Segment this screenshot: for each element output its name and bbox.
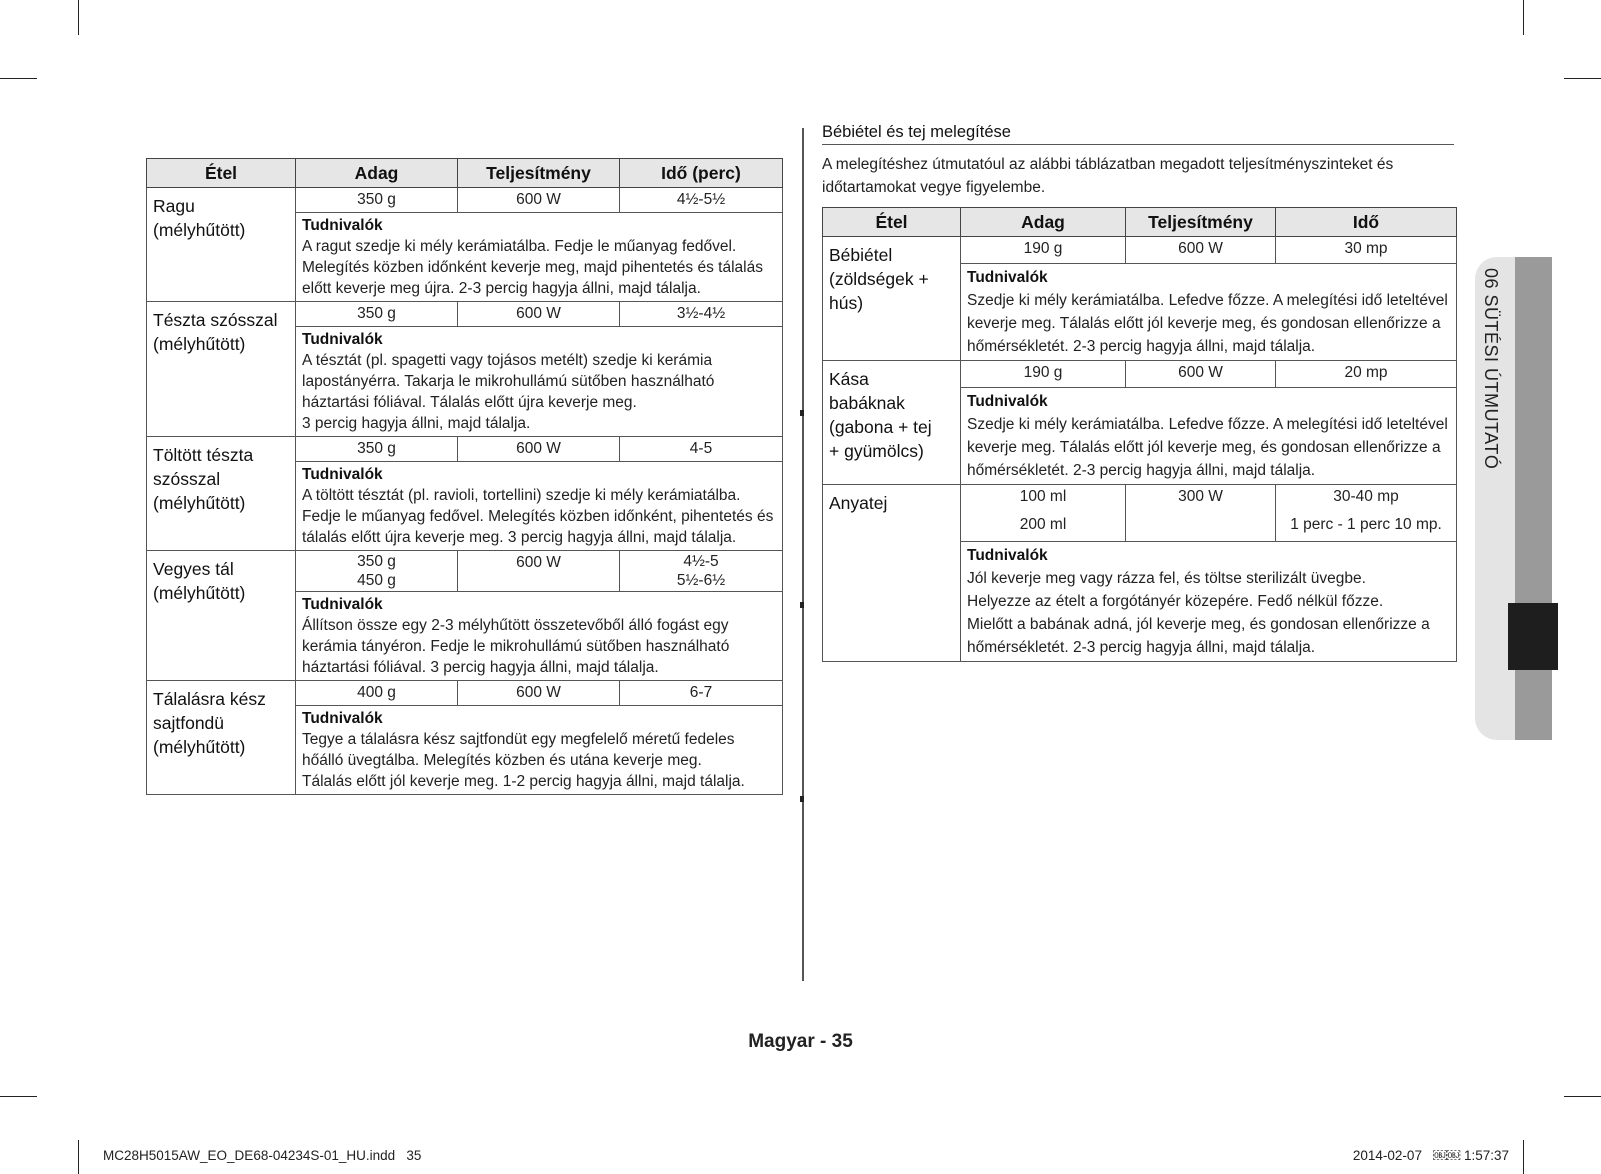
table-row xyxy=(147,188,783,213)
notes-text: Állítson össze egy 2-3 mélyhűtött összetevőből álló fogást egy kerámia tányéron. Fedje le mikrohullámú sütőben használható háztartási fóliával. 3 percig hagyja állni, majd tálalja. xyxy=(302,617,730,676)
header-time: Idő xyxy=(1276,208,1457,237)
table-row xyxy=(823,237,1457,264)
food-name: Anyatej xyxy=(823,485,961,662)
power-cell: 600 W xyxy=(458,681,620,706)
notes-text: A töltött tésztát (pl. ravioli, tortellini) szedje ki mély kerámiatálba. Fedje le műanyag fedővel. Melegítés közben időnként, pihentetés és tálalás előtt újra keverje meg. 3 percig hagyja állni, majd tálalja. xyxy=(302,487,774,546)
notes-cell xyxy=(296,592,783,681)
portion-cell: 350 g 450 g xyxy=(296,551,458,592)
section-intro: A melegítéshez útmutatóul az alábbi táblázatban megadott teljesítményszinteket és időtartamokat vegye figyelembe. xyxy=(822,156,1394,196)
portion-cell: 200 ml xyxy=(961,513,1126,542)
portion-cell: 100 ml xyxy=(961,485,1126,514)
crop-mark xyxy=(0,1096,37,1097)
crop-mark xyxy=(78,0,79,35)
portion-cell: 190 g xyxy=(961,361,1126,388)
divider-tick xyxy=(800,410,804,416)
header-food: Étel xyxy=(823,208,961,237)
header-power: Teljesítmény xyxy=(458,159,620,188)
crop-mark xyxy=(1523,1140,1524,1174)
time-cell: 4-5 xyxy=(620,437,783,462)
portion-cell: 400 g xyxy=(296,681,458,706)
header-power: Teljesítmény xyxy=(1126,208,1276,237)
crop-mark xyxy=(1523,0,1524,35)
crop-mark xyxy=(1564,78,1601,79)
time-cell: 3½-4½ xyxy=(620,302,783,327)
notes-text: A tésztát (pl. spagetti vagy tojásos metélt) szedje ki kerámia lapostányérra. Takarja le mikrohullámú sütőben használható háztartási fóliával. Tálalás előtt újra keverje meg. 3 percig hagyja állni, majd tálalja. xyxy=(302,352,715,432)
food-name: Ragu (mélyhűtött) xyxy=(147,188,296,302)
notes-title: Tudnivalók xyxy=(967,547,1048,564)
notes-cell xyxy=(961,542,1457,662)
crop-mark xyxy=(78,1140,79,1174)
time-cell: 30 mp xyxy=(1276,237,1457,264)
notes-cell xyxy=(296,462,783,551)
time-cell: 1 perc - 1 perc 10 mp. xyxy=(1276,513,1457,542)
divider-tick xyxy=(800,602,804,608)
notes-text: Tegye a tálalásra kész sajtfondüt egy megfelelő méretű fedeles hőálló üvegtálba. Melegítés közben és utána keverje meg. Tálalás előtt jól keverje meg. 1-2 percig hagyja állni, majd tálalja. xyxy=(302,731,745,790)
portion-cell: 350 g xyxy=(296,188,458,213)
notes-title: Tudnivalók xyxy=(302,596,383,613)
food-name: Kása babáknak (gabona + tej + gyümölcs) xyxy=(823,361,961,485)
notes-title: Tudnivalók xyxy=(302,710,383,727)
power-cell: 600 W xyxy=(1126,361,1276,388)
notes-cell xyxy=(961,388,1457,485)
notes-cell xyxy=(296,706,783,795)
notes-cell xyxy=(296,213,783,302)
food-name: Bébiétel (zöldségek + hús) xyxy=(823,237,961,361)
notes-cell xyxy=(961,264,1457,361)
portion-cell: 350 g xyxy=(296,302,458,327)
notes-text: Szedje ki mély kerámiatálba. Lefedve főzze. A melegítési idő leteltével keverje meg. Tálalás előtt jól keverje meg, és gondosan ellenőrizze a hőmérsékletét. 2-3 percig hagyja állni, majd tálalja. xyxy=(967,416,1448,479)
left-reheat-table xyxy=(146,158,783,795)
table-row xyxy=(147,551,783,592)
food-name: Tálalásra kész sajtfondü (mélyhűtött) xyxy=(147,681,296,795)
crop-mark xyxy=(1564,1096,1601,1097)
notes-text: A ragut szedje ki mély kerámiatálba. Fedje le műanyag fedővel. Melegítés közben időnként keverje meg, majd pihentetés és tálalás előtt keverje meg újra. 2-3 percig hagyja állni, majd tálalja. xyxy=(302,238,763,297)
crop-mark xyxy=(0,78,37,79)
table-header-row xyxy=(147,159,783,188)
table-header-row xyxy=(823,208,1457,237)
notes-title: Tudnivalók xyxy=(302,331,383,348)
chapter-tab-marker xyxy=(1508,603,1558,670)
notes-title: Tudnivalók xyxy=(302,466,383,483)
table-row xyxy=(823,361,1457,388)
baby-food-table xyxy=(822,207,1457,662)
portion-cell: 350 g xyxy=(296,437,458,462)
time-cell: 6-7 xyxy=(620,681,783,706)
column-divider xyxy=(802,128,804,981)
table-row xyxy=(147,681,783,706)
time-cell: 4½-5½ xyxy=(620,188,783,213)
header-portion: Adag xyxy=(961,208,1126,237)
header-portion: Adag xyxy=(296,159,458,188)
divider-tick xyxy=(800,796,804,802)
power-cell: 600 W xyxy=(458,437,620,462)
page-number: Magyar - 35 xyxy=(748,1031,853,1052)
chapter-label: 06 SÜTÉSI ÚTMUTATÓ xyxy=(1481,268,1501,470)
power-cell: 600 W xyxy=(458,302,620,327)
time-cell: 4½-5 5½-6½ xyxy=(620,551,783,592)
footer-timestamp: 2014-02-07 ￼￼ 1:57:37 xyxy=(1352,1148,1509,1163)
header-time: Idő (perc) xyxy=(620,159,783,188)
notes-text: Szedje ki mély kerámiatálba. Lefedve főzze. A melegítési idő leteltével keverje meg. Tálalás előtt jól keverje meg, és gondosan ellenőrizze a hőmérsékletét. 2-3 percig hagyja állni, majd tálalja. xyxy=(967,292,1448,355)
footer-filename: MC28H5015AW_EO_DE68-04234S-01_HU.indd 35 xyxy=(103,1148,422,1163)
notes-cell xyxy=(296,327,783,437)
notes-title: Tudnivalók xyxy=(967,393,1048,410)
notes-title: Tudnivalók xyxy=(302,217,383,234)
table-row xyxy=(147,437,783,462)
table-row xyxy=(147,302,783,327)
power-cell: 600 W xyxy=(1126,237,1276,264)
portion-cell: 190 g xyxy=(961,237,1126,264)
power-cell: 300 W xyxy=(1126,485,1276,514)
notes-title: Tudnivalók xyxy=(967,269,1048,286)
power-cell xyxy=(1126,513,1276,542)
food-name: Töltött tészta szósszal (mélyhűtött) xyxy=(147,437,296,551)
power-cell: 600 W xyxy=(458,551,620,592)
section-title: Bébiétel és tej melegítése xyxy=(822,123,1454,145)
table-row xyxy=(823,485,1457,514)
food-name: Tészta szósszal (mélyhűtött) xyxy=(147,302,296,437)
power-cell: 600 W xyxy=(458,188,620,213)
time-cell: 30-40 mp xyxy=(1276,485,1457,514)
notes-text: Jól keverje meg vagy rázza fel, és töltse sterilizált üvegbe. Helyezze az ételt a forgótányér közepére. Fedő nélkül főzze. Mielőtt a babának adná, jól keverje meg, és gondosan ellenőrizze a hőmérsékletét. 2-3 percig hagyja állni, majd tálalja. xyxy=(967,570,1430,656)
food-name: Vegyes tál (mélyhűtött) xyxy=(147,551,296,681)
header-food: Étel xyxy=(147,159,296,188)
time-cell: 20 mp xyxy=(1276,361,1457,388)
